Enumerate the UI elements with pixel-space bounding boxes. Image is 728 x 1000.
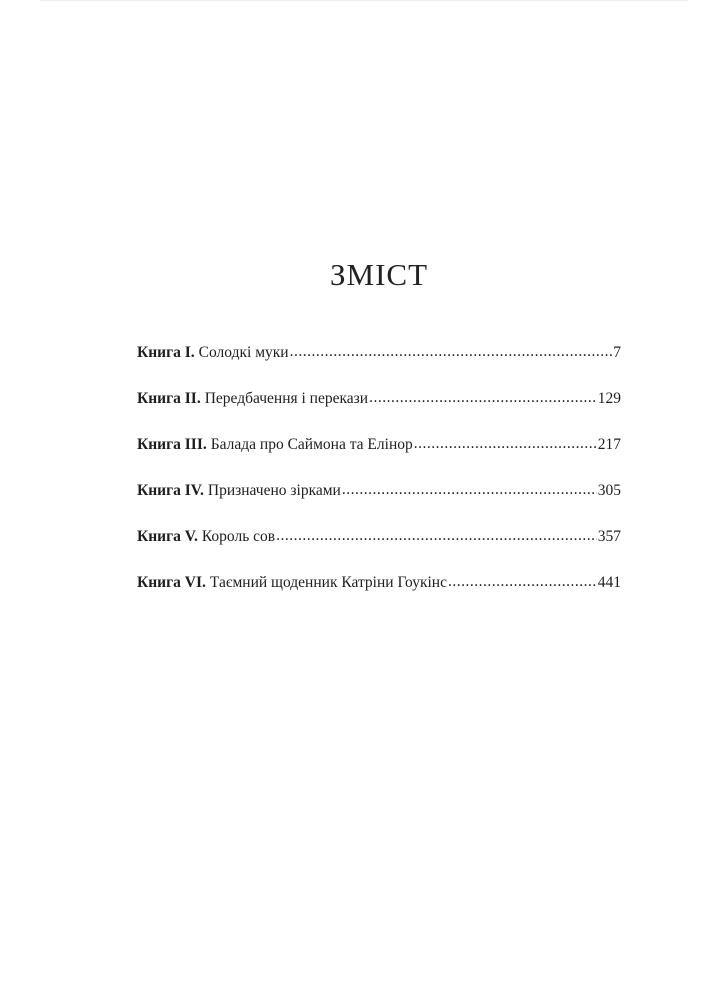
table-of-contents <box>137 343 621 619</box>
toc-entry-page-number: 357 <box>597 528 621 545</box>
dot-leader <box>448 572 597 592</box>
toc-entry-label: Книга I. <box>137 344 195 361</box>
dot-leader <box>414 434 597 454</box>
toc-entry-title: Таємний щоденник Катріни Гоукінс <box>209 574 447 591</box>
toc-entry-book-1[interactable] <box>137 343 621 389</box>
toc-entry-label: Книга VI. <box>137 574 206 591</box>
toc-entry-label: Книга IV. <box>137 482 204 499</box>
toc-entry-book-4[interactable] <box>137 481 621 527</box>
toc-entry-title: Балада про Саймона та Елінор <box>210 436 413 453</box>
toc-entry-book-3[interactable] <box>137 435 621 481</box>
page-title: ЗМІСТ <box>329 257 429 292</box>
toc-entry-title: Передбачення і перекази <box>204 390 369 407</box>
toc-entry-page-number: 129 <box>597 390 621 407</box>
toc-entry-title: Солодкі муки <box>198 344 289 361</box>
dot-leader <box>342 480 597 500</box>
toc-entry-page-number: 305 <box>597 482 621 499</box>
toc-entry-title: Призначено зірками <box>207 482 341 499</box>
toc-entry-page-number: 7 <box>613 344 621 361</box>
toc-entry-book-6[interactable] <box>137 573 621 619</box>
dot-leader <box>369 388 597 408</box>
toc-entry-page-number: 441 <box>597 574 621 591</box>
dot-leader <box>290 342 613 362</box>
toc-entry-label: Книга II. <box>137 390 201 407</box>
toc-entry-book-5[interactable] <box>137 527 621 573</box>
toc-entry-label: Книга III. <box>137 436 207 453</box>
dot-leader <box>276 526 597 546</box>
toc-entry-book-2[interactable] <box>137 389 621 435</box>
toc-entry-label: Книга V. <box>137 528 198 545</box>
toc-entry-title: Король сов <box>201 528 276 545</box>
page-top-edge <box>40 0 688 1</box>
toc-entry-page-number: 217 <box>597 436 621 453</box>
